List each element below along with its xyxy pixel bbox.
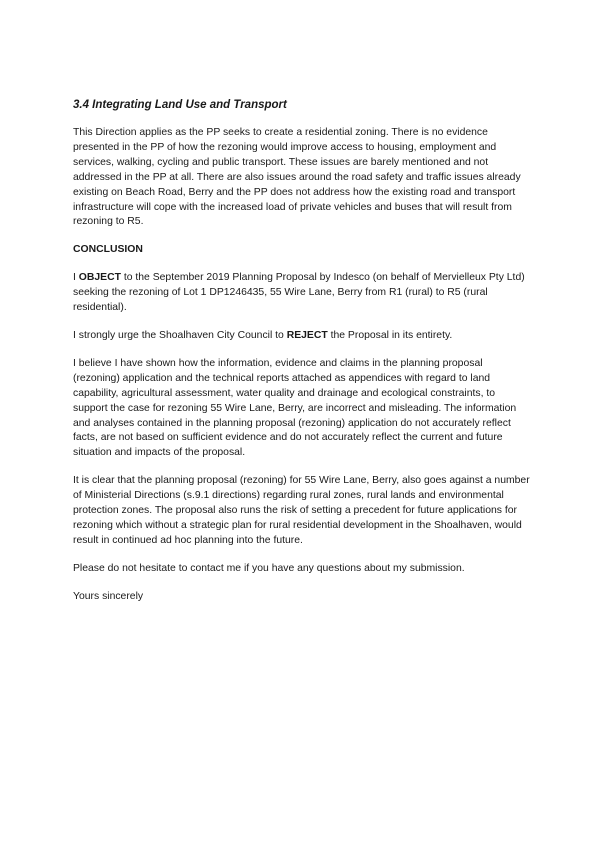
object-suffix: to the September 2019 Planning Proposal by Indesco (on behalf of Mervielleux Pty Ltd) seeking the rezoning of Lot 1 DP1246435, 55 Wire Lane, Berry from R1 (rural) to R5 (rural residential). (73, 272, 525, 314)
reject-suffix: the Proposal in its entirety. (327, 329, 453, 341)
object-prefix: I (73, 272, 79, 284)
evidence-paragraph: I believe I have shown how the information, evidence and claims in the planning proposal (rezoning) application and the technical reports attached as appendices with regard to land capability, agricultural assessment, water quality and drainage and ecological constraints, to support the case for rezoning 55 Wire Lane, Berry, are incorrect and misleading. The information and analyses contained in the planning proposal (rezoning) application do not accurately reflect facts, are not based on sufficient evidence and do not accurately reflect the current and future situation and impacts of the proposal. (73, 357, 517, 459)
reject-paragraph (73, 329, 531, 344)
object-paragraph (73, 271, 531, 316)
transport-paragraph: This Direction applies as the PP seeks to create a residential zoning. There is no evidence presented in the PP of how the rezoning would improve access to housing, employment and services, walking, cycling and public transport. These issues are barely mentioned and not addressed in the PP at all. There are also issues around the road safety and traffic issues already existing on Beach Road, Berry and the PP does not address how the existing road and transport infrastructure will cope with the increased load of private vehicles and buses that will result from rezoning to R5. (73, 127, 521, 228)
conclusion-heading: CONCLUSION (73, 244, 143, 256)
contact-paragraph: Please do not hesitate to contact me if you have any questions about my submission. (73, 562, 465, 574)
section-heading: 3.4 Integrating Land Use and Transport (73, 99, 287, 111)
reject-emphasis: REJECT (286, 329, 328, 341)
reject-prefix: I strongly urge the Shoalhaven City Council to (73, 329, 287, 341)
object-emphasis: OBJECT (78, 272, 121, 284)
document-page (73, 98, 531, 618)
sign-off: Yours sincerely (73, 590, 144, 602)
ministerial-directions-paragraph: It is clear that the planning proposal (rezoning) for 55 Wire Lane, Berry, also goes against a number of Ministerial Directions (s.9.1 directions) regarding rural zones, rural lands and environmental protection zones. The proposal also runs the risk of setting a precedent for future applications for rezoning which without a strategic plan for rural residential development in the Shoalhaven, would result in continued ad hoc planning into the future. (73, 475, 530, 546)
